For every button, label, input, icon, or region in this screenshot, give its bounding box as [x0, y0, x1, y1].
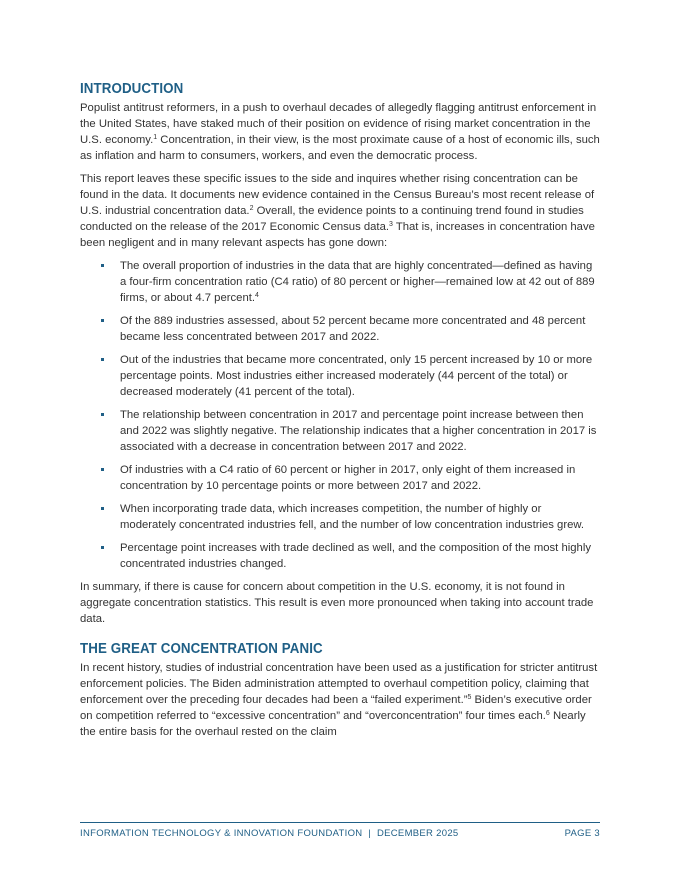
footnote-ref: 1	[153, 134, 158, 141]
list-item: Of industries with a C4 ratio of 60 percent or higher in 2017, only eight of them increased in concentration by 10 percentage points or more between 2017 and 2022.	[100, 462, 600, 494]
footnote-ref: 2	[249, 205, 254, 212]
list-item: When incorporating trade data, which increases competition, the number of highly or moderately concentrated industries fell, and the number of low concentration industries grew.	[100, 501, 600, 533]
document-body	[80, 80, 600, 747]
footer-divider	[80, 822, 600, 823]
footer-publisher: INFORMATION TECHNOLOGY & INNOVATION FOUNDATION | DECEMBER 2025	[80, 828, 459, 839]
footnote-ref: 3	[389, 221, 393, 228]
list-item: The overall proportion of industries in the data that are highly concentrated—defined as having a four-firm concentration ratio (C4 ratio) of 80 percent or higher—remained low at 42 out of 889 firms, or about 4.7 percent.$^4$	[100, 258, 600, 306]
bullet-icon	[101, 358, 104, 361]
footnote-ref: 5	[467, 694, 472, 701]
bullet-icon	[101, 319, 104, 322]
bullet-icon	[101, 413, 104, 416]
footnote-ref: 4	[255, 292, 259, 299]
bullet-icon	[101, 468, 104, 471]
intro-summary: In summary, if there is cause for concern about competition in the U.S. economy, it is not found in aggregate concentration statistics. This result is even more pronounced when taking into account trade data.	[80, 581, 594, 625]
page-number: PAGE 3	[564, 828, 600, 839]
intro-paragraph-1: Populist antitrust reformers, in a push to overhaul decades of allegedly flagging antitrust enforcement in the United States, have staked much of their position on evidence of rising market concentration in the U.S. economy.$^1$ Concentration, in their view, is the most proximate cause of a host of economic ills, such as inflation and harm to consumers, workers, and even the democratic process.	[80, 102, 600, 162]
list-item: Percentage point increases with trade declined as well, and the composition of the most highly concentrated industries changed.	[100, 540, 600, 572]
findings-list	[80, 258, 600, 572]
list-item: The relationship between concentration in 2017 and percentage point increase between then and 2022 was slightly negative. The relationship indicates that a higher concentration in 2017 is associated with a decrease in concentration between 2017 and 2022.	[100, 407, 600, 455]
intro-paragraph-2: This report leaves these specific issues to the side and inquires whether rising concentration can be found in the data. It documents new evidence contained in the Census Bureau’s most recent release of U.S. industrial concentration data.$^2$ Overall, the evidence points to a continuing trend found in studies conducted on the release of the 2017 Economic Census data.$^3$ That is, increases in concentration have been negligent and in many relevant aspects has gone down:	[80, 173, 595, 249]
bullet-icon	[101, 546, 104, 549]
list-item: Of the 889 industries assessed, about 52 percent became more concentrated and 48 percent became less concentrated between 2017 and 2022.	[100, 313, 600, 345]
panic-paragraph-1: In recent history, studies of industrial concentration have been used as a justification for stricter antitrust enforcement policies. The Biden administration attempted to overhaul competition policy, claiming that enforcement over the preceding four decades had been a “failed experiment.”$^5$ Biden’s executive order on competition referred to “excessive concentration” and “overconcentration” four times each.$^6$ Nearly the entire basis for the overhaul rested on the claim	[80, 662, 598, 738]
bullet-icon	[101, 264, 104, 267]
list-item: Out of the industries that became more concentrated, only 15 percent increased by 10 or more percentage points. Most industries either increased moderately (44 percent of the total) or decreased moderately (41 percent of the total).	[100, 352, 600, 400]
section-heading-concentration-panic: THE GREAT CONCENTRATION PANIC	[80, 641, 323, 657]
bullet-icon	[101, 507, 104, 510]
footnote-ref: 6	[545, 710, 550, 717]
section-heading-introduction: INTRODUCTION	[80, 81, 184, 97]
